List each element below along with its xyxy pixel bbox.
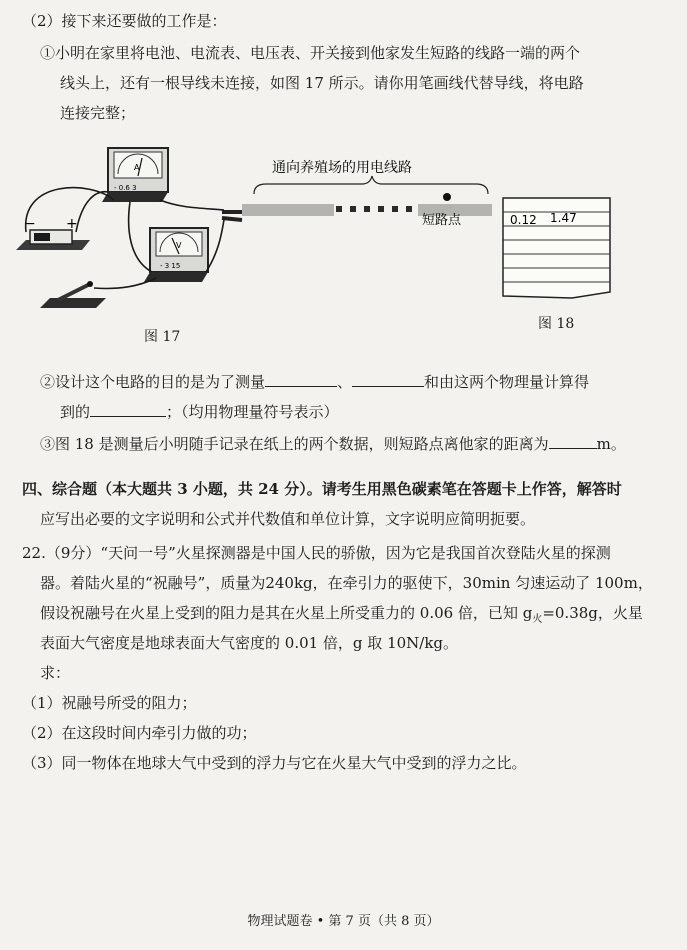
item2-text-c: 到的: [60, 403, 91, 421]
switch: [40, 281, 106, 308]
part2-heading: （2）接下来还要做的工作是：: [22, 12, 227, 30]
q22-line3: [40, 602, 643, 631]
note-value-1: 0.12: [510, 213, 537, 227]
figure-18-caption: 图 18: [538, 316, 575, 332]
figure-17-circuit: [10, 140, 500, 315]
q22-line3-a: 假设祝融号在火星上受到的阻力是其在火星上所受重力的 0.06 倍，已知 g: [40, 604, 533, 622]
q22-sub1: （1）祝融号所受的阻力；: [22, 694, 197, 712]
line-brace: [254, 176, 488, 194]
item2-line2: [60, 400, 339, 423]
power-line-label: 通向养殖场的用电线路: [272, 160, 412, 176]
figure-18-note: [502, 196, 614, 300]
voltmeter-dial-label: V: [176, 241, 182, 250]
q22-sub3: （3）同一物体在地球大气中受到的浮力与它在火星大气中受到的浮力之比。: [22, 754, 527, 772]
item2-sep: 、: [337, 373, 353, 391]
q22-line1: 22.（9分）“天问一号”火星探测器是中国人民的骄傲，因为它是我国首次登陆火星的探测: [22, 544, 611, 562]
answer-blank-4[interactable]: [549, 432, 597, 449]
item2-text-d: ；（均用物理量符号表示）: [166, 403, 339, 421]
answer-blank-1[interactable]: [265, 370, 337, 387]
q22-sub2: （2）在这段时间内牵引力做的功；: [22, 724, 257, 742]
q22-line2: 器。着陆火星的“祝融号”，质量为240kg，在牵引力的驱使下，30min 匀速运动了 100m，: [40, 574, 653, 592]
ammeter-dial-label: A: [134, 163, 140, 172]
item2-line1: [40, 370, 589, 393]
figure-17-caption: 图 17: [144, 329, 181, 345]
section4-line2: 应写出必要的文字说明和公式并代数值和单位计算，文字说明应简明扼要。: [40, 510, 536, 528]
q22-ask: 求：: [40, 664, 71, 682]
item1-line2: 线头上，还有一根导线未连接，如图 17 所示。请你用笔画线代替导线，将电路: [60, 74, 584, 92]
section4-line1: 四、综合题（本大题共 3 小题，共 24 分）。请考生用黑色碳素笔在答题卡上作答，解答时: [22, 480, 622, 498]
q22-g-subscript: 火: [532, 614, 543, 625]
ammeter-terminals: - 0.6 3: [114, 184, 137, 192]
item3-text: ③图 18 是测量后小明随手记录在纸上的两个数据，则短路点离他家的距离为: [40, 435, 549, 453]
battery-plus: +: [66, 216, 78, 232]
ammeter: [102, 148, 168, 202]
page-footer: 物理试题卷 • 第 7 页（共 8 页）: [247, 914, 440, 929]
item1-line1: ①小明在家里将电池、电流表、电压表、开关接到他家发生短路的线路一端的两个: [40, 44, 581, 62]
item3-line: [40, 432, 626, 455]
voltmeter-terminals: - 3 15: [160, 262, 181, 270]
q22-line3-b: =0.38g，火星: [542, 604, 643, 622]
answer-blank-3[interactable]: [90, 400, 166, 417]
item3-unit: m。: [596, 435, 626, 453]
q22-line4: 表面大气密度是地球表面大气密度的 0.01 倍，g 取 10N/kg。: [40, 634, 459, 652]
item1-line3: 连接完整；: [60, 104, 136, 122]
item2-text-b: 和由这两个物理量计算得: [424, 373, 590, 391]
short-point-dot: [443, 193, 451, 201]
short-point-label: 短路点: [422, 213, 462, 228]
battery-minus: −: [24, 216, 36, 232]
voltmeter: [144, 228, 208, 282]
answer-blank-2[interactable]: [352, 370, 424, 387]
item2-text-a: ②设计这个电路的目的是为了测量: [40, 373, 266, 391]
note-value-2: 1.47: [550, 211, 577, 225]
